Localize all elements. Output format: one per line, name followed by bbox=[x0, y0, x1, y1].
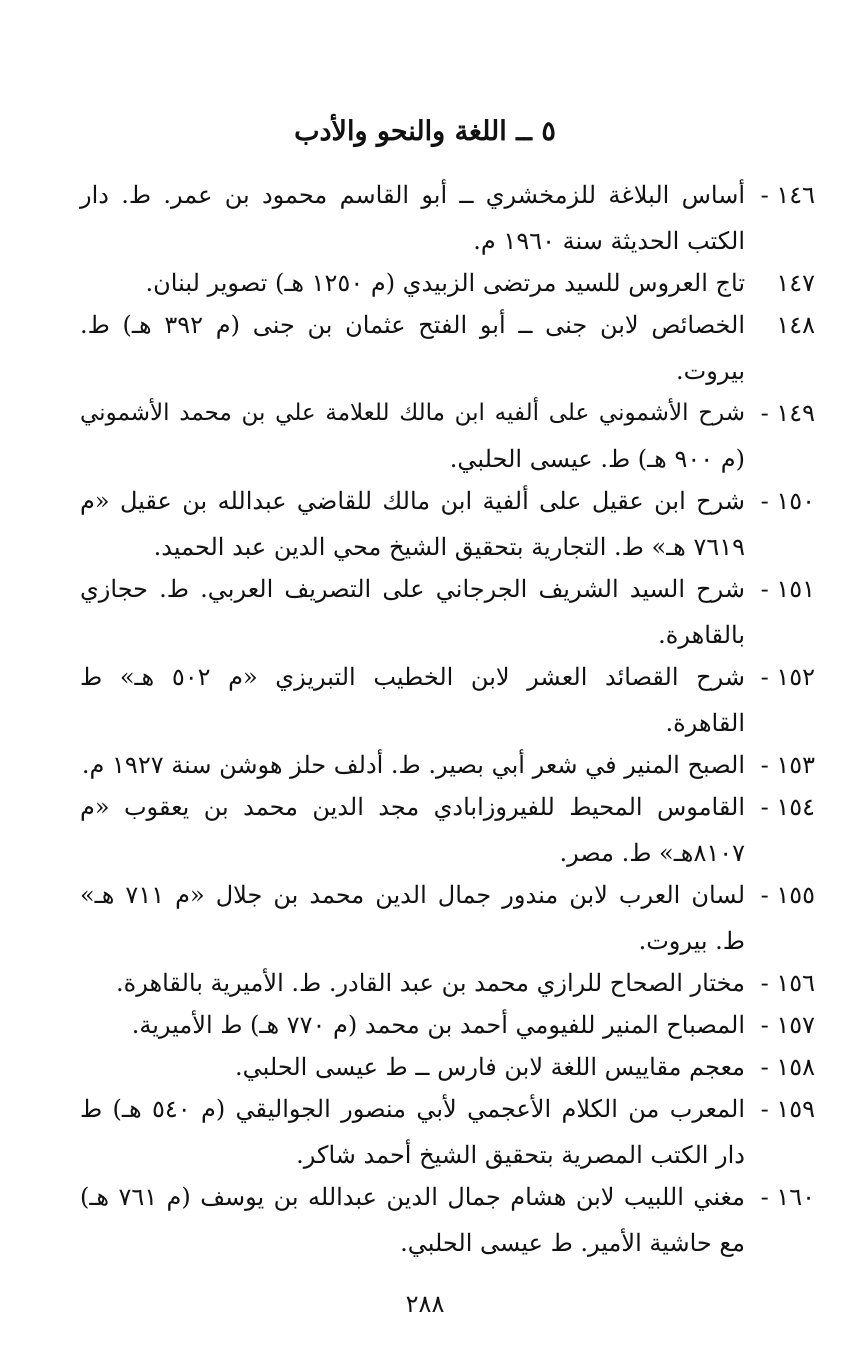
entry-text-line: شرح القصائد العشر لابن الخطيب التبريزي «م ٥٠٢ هـ» ط bbox=[80, 663, 746, 691]
entry-text-line: الكتب الحديثة سنة ١٩٦٠ م. bbox=[473, 227, 745, 255]
entry-text-line: ٨١٠٧هـ» ط. مصر. bbox=[559, 839, 745, 867]
entry-number: ١٥٩ - bbox=[760, 1095, 815, 1123]
entry-text-line: الصبح المنير في شعر أبي بصير. ط. أدلف حلز هوشن سنة ١٩٢٧ م. bbox=[81, 751, 745, 779]
section-title: ٥ ــ اللغة والنحو والأدب bbox=[294, 116, 556, 147]
entry-text-line: مع حاشية الأمير. ط عيسى الحلبي. bbox=[400, 1229, 745, 1257]
list-item bbox=[80, 478, 815, 570]
entry-text-line: شرح ابن عقيل على ألفية ابن مالك للقاضي عبدالله بن عقيل «م bbox=[80, 487, 745, 515]
entry-text-line: مغني اللبيب لابن هشام جمال الدين عبدالله بن يوسف (م ٧٦١ هـ) bbox=[80, 1183, 745, 1211]
entry-number: ١٥٤ - bbox=[760, 793, 815, 821]
entry-text-line: المعرب من الكلام الأعجمي لأبي منصور الجواليقي (م ٥٤٠ هـ) ط bbox=[80, 1095, 745, 1123]
entry-text-line: المصباح المنير للفيومي أحمد بن محمد (م ٧٧٠ هـ) ط الأميرية. bbox=[131, 1011, 745, 1039]
entry-number: ١٤٩ - bbox=[760, 399, 815, 427]
entry-text-line: (م ٩٠٠ هـ) ط. عيسى الحلبي. bbox=[449, 445, 745, 473]
list-item bbox=[80, 654, 815, 746]
list-item bbox=[80, 784, 815, 876]
page-number: ٢٨٨ bbox=[405, 1290, 445, 1318]
entry-number: ١٥٣ - bbox=[760, 751, 815, 779]
entry-text-line: مختار الصحاح للرازي محمد بن عبد القادر. ط. الأميرية بالقاهرة. bbox=[116, 969, 745, 997]
list-item bbox=[80, 172, 815, 264]
entry-text-line: أساس البلاغة للزمخشري ــ أبو القاسم محمود بن عمر. ط. دار bbox=[80, 181, 745, 209]
entry-number: ١٥٨ - bbox=[760, 1053, 815, 1081]
entry-text-line: القاهرة. bbox=[665, 709, 745, 737]
entry-number: ١٥١ - bbox=[760, 575, 815, 603]
entry-text-line: معجم مقاييس اللغة لابن فارس ــ ط عيسى الحلبي. bbox=[235, 1053, 745, 1081]
entry-number: ١٥٧ - bbox=[760, 1011, 815, 1039]
list-item bbox=[80, 1086, 815, 1178]
entry-text-line: بيروت. bbox=[676, 357, 745, 385]
entry-number: ١٤٧ bbox=[776, 269, 815, 297]
entry-text-line: ٧٦١٩ هـ» ط. التجارية بتحقيق الشيخ محي الدين عبد الحميد. bbox=[153, 533, 745, 561]
list-item bbox=[80, 390, 815, 482]
list-item bbox=[80, 1044, 815, 1090]
entry-number: ١٥٢ - bbox=[760, 663, 815, 691]
list-item bbox=[80, 1002, 815, 1048]
entry-number: ١٤٦ - bbox=[760, 181, 815, 209]
entry-text-line: الخصائص لابن جنى ــ أبو الفتح عثمان بن جنى (م ٣٩٢ هـ) ط. bbox=[80, 311, 745, 339]
entry-number: ١٤٨ bbox=[776, 311, 815, 339]
entry-text-line: شرح السيد الشريف الجرجاني على التصريف العربي. ط. حجازي bbox=[80, 575, 745, 603]
entry-text-line: دار الكتب المصرية بتحقيق الشيخ أحمد شاكر. bbox=[296, 1141, 745, 1169]
list-item bbox=[80, 260, 815, 306]
entry-text-line: شرح الأشموني على ألفيه ابن مالك للعلامة علي بن محمد الأشموني bbox=[80, 400, 745, 426]
entry-number: ١٦٠ - bbox=[760, 1183, 815, 1211]
list-item bbox=[80, 1174, 815, 1266]
entry-text-line: لسان العرب لابن مندور جمال الدين محمد بن جلال «م ٧١١ هـ» bbox=[80, 881, 746, 909]
entry-number: ١٥٠ - bbox=[760, 487, 815, 515]
entry-text-line: بالقاهرة. bbox=[658, 621, 745, 649]
entry-number: ١٥٥ - bbox=[760, 881, 815, 909]
entry-number: ١٥٦ - bbox=[760, 969, 815, 997]
list-item bbox=[80, 742, 815, 788]
list-item bbox=[80, 302, 815, 394]
list-item bbox=[80, 872, 815, 964]
list-item bbox=[80, 566, 815, 658]
list-item bbox=[80, 960, 815, 1006]
entry-text-line: القاموس المحيط للفيروزابادي مجد الدين محمد بن يعقوب «م bbox=[80, 793, 745, 821]
entry-text-line: ط. بيروت. bbox=[638, 927, 745, 955]
entry-text-line: تاج العروس للسيد مرتضى الزبيدي (م ١٢٥٠ هـ) تصوير لبنان. bbox=[145, 269, 745, 297]
